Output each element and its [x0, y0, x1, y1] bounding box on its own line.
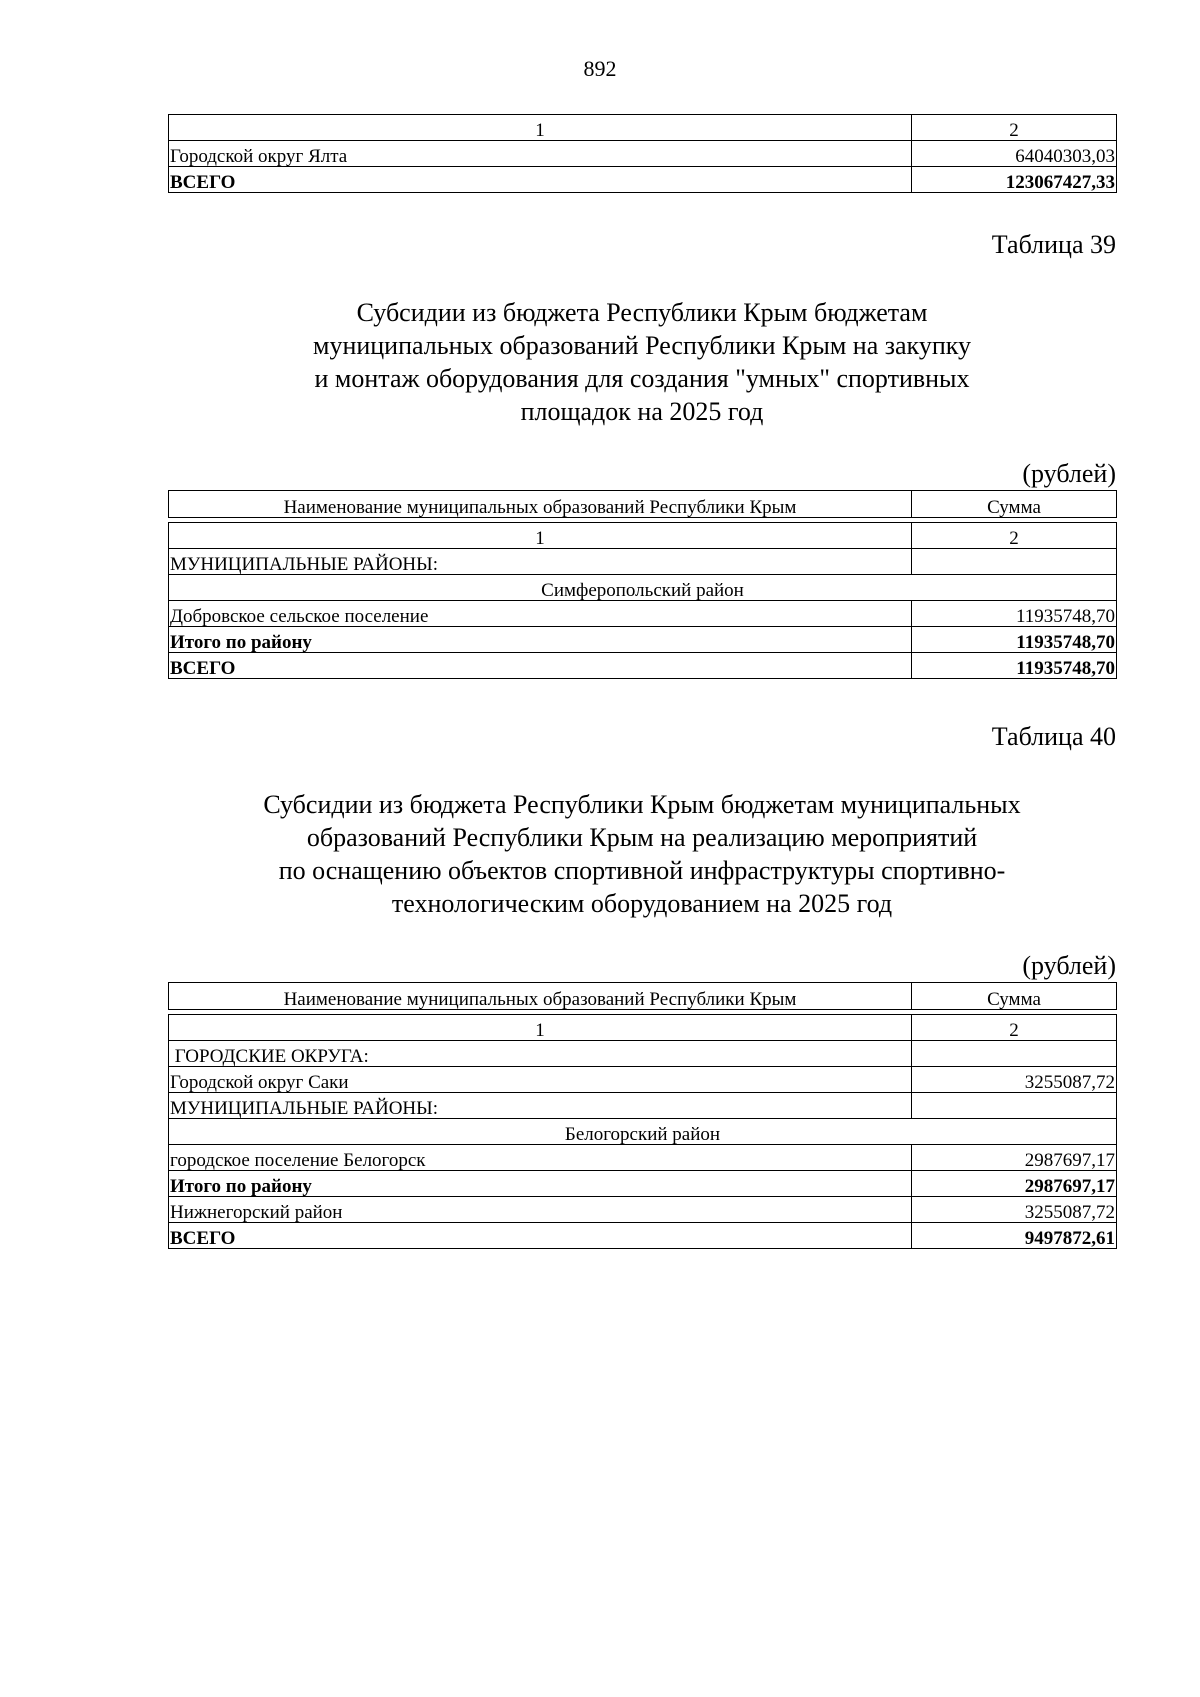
- table-header: [169, 983, 1117, 1010]
- subtotal-label: Итого по району: [169, 1171, 912, 1197]
- table-40-units: (рублей): [1022, 951, 1116, 980]
- amount: [912, 1093, 1117, 1119]
- amount: 11935748,70: [912, 601, 1117, 627]
- table-40-title: [168, 788, 1116, 920]
- table-row: [169, 1067, 1117, 1093]
- amount: 64040303,03: [912, 141, 1117, 167]
- title-line: Субсидии из бюджета Республики Крым бюджетам муниципальных: [263, 790, 1021, 819]
- column-header-name: Наименование муниципальных образований Республики Крым: [169, 983, 912, 1010]
- total-row: [169, 167, 1117, 193]
- total-amount: 123067427,33: [912, 167, 1117, 193]
- municipality-name: Добровское сельское поселение: [169, 601, 912, 627]
- municipality-name: Городской округ Саки: [169, 1067, 912, 1093]
- title-line: и монтаж оборудования для создания "умных" спортивных: [314, 364, 970, 393]
- municipality-name: Городской округ Ялта: [169, 141, 912, 167]
- amount: [912, 549, 1117, 575]
- amount: [912, 1041, 1117, 1067]
- section-label: МУНИЦИПАЛЬНЫЕ РАЙОНЫ:: [169, 549, 912, 575]
- table-row: [169, 141, 1117, 167]
- column-number: 1: [169, 523, 912, 549]
- table-column-numbers: [169, 115, 1117, 141]
- title-line: площадок на 2025 год: [520, 397, 764, 426]
- section-label: ГОРОДСКИЕ ОКРУГА:: [169, 1041, 912, 1067]
- total-amount: 9497872,61: [912, 1223, 1117, 1249]
- subtotal-label: Итого по району: [169, 627, 912, 653]
- section-label: МУНИЦИПАЛЬНЫЕ РАЙОНЫ:: [169, 1093, 912, 1119]
- section-row: [169, 549, 1117, 575]
- district-row: [169, 1119, 1117, 1145]
- amount: 3255087,72: [912, 1197, 1117, 1223]
- municipality-name: Нижнегорский район: [169, 1197, 912, 1223]
- total-amount: 11935748,70: [912, 653, 1117, 679]
- table-39: [168, 490, 1117, 679]
- title-line: Субсидии из бюджета Республики Крым бюджетам: [356, 298, 928, 327]
- district-name: Симферопольский район: [169, 575, 1117, 601]
- column-number: 1: [169, 1015, 912, 1041]
- total-label: ВСЕГО: [169, 167, 912, 193]
- column-header-sum: Сумма: [912, 983, 1117, 1010]
- column-number: 2: [912, 523, 1117, 549]
- subtotal-amount: 11935748,70: [912, 627, 1117, 653]
- table-column-numbers: [169, 523, 1117, 549]
- total-row: [169, 653, 1117, 679]
- page-number: 892: [583, 56, 617, 81]
- title-line: технологическим оборудованием на 2025 год: [391, 889, 893, 918]
- subtotal-amount: 2987697,17: [912, 1171, 1117, 1197]
- amount: 2987697,17: [912, 1145, 1117, 1171]
- continuation-table: [168, 114, 1117, 193]
- title-line: образований Республики Крым на реализацию мероприятий: [306, 823, 978, 852]
- section-row: [169, 1041, 1117, 1067]
- total-row: [169, 1223, 1117, 1249]
- table-39-label: Таблица 39: [991, 230, 1116, 259]
- subtotal-row: [169, 627, 1117, 653]
- total-label: ВСЕГО: [169, 1223, 912, 1249]
- section-row: [169, 1093, 1117, 1119]
- column-header-sum: Сумма: [912, 491, 1117, 518]
- table-header: [169, 491, 1117, 518]
- district-row: [169, 575, 1117, 601]
- table-40-label: Таблица 40: [991, 722, 1116, 751]
- table-column-numbers: [169, 1015, 1117, 1041]
- district-name: Белогорский район: [169, 1119, 1117, 1145]
- column-number: 2: [912, 115, 1117, 141]
- column-number: 1: [169, 115, 912, 141]
- table-40: [168, 982, 1117, 1249]
- table-row: [169, 1197, 1117, 1223]
- subtotal-row: [169, 1171, 1117, 1197]
- title-line: по оснащению объектов спортивной инфраструктуры спортивно-: [278, 856, 1006, 885]
- amount: 3255087,72: [912, 1067, 1117, 1093]
- table-row: [169, 601, 1117, 627]
- total-label: ВСЕГО: [169, 653, 912, 679]
- table-39-title: [168, 296, 1116, 428]
- municipality-name: городское поселение Белогорск: [169, 1145, 912, 1171]
- column-number: 2: [912, 1015, 1117, 1041]
- column-header-name: Наименование муниципальных образований Республики Крым: [169, 491, 912, 518]
- table-39-units: (рублей): [1022, 459, 1116, 488]
- table-row: [169, 1145, 1117, 1171]
- title-line: муниципальных образований Республики Крым на закупку: [312, 331, 971, 360]
